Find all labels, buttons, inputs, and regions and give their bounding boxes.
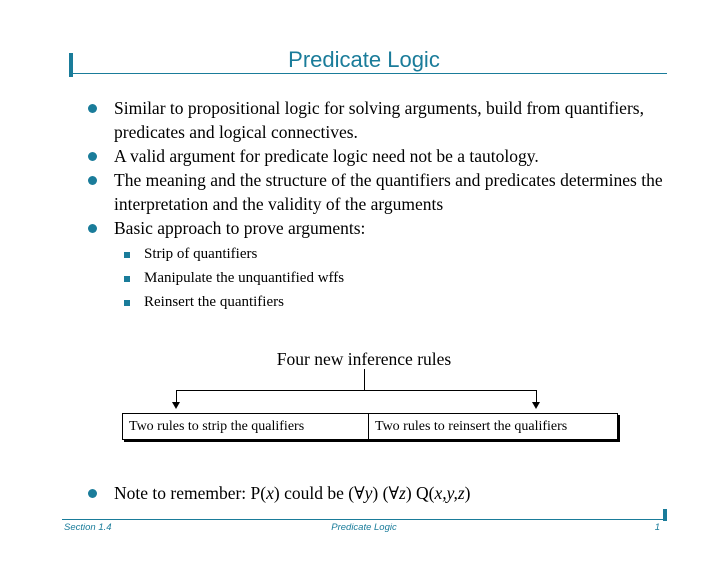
sub-bullet-text: Manipulate the unquantified wffs bbox=[144, 270, 345, 286]
sub-bullet-item bbox=[114, 242, 708, 266]
bullet-text: The meaning and the structure of the quantifiers and predicates determines the interpretation and the validity of the arguments bbox=[114, 170, 663, 214]
footer-section: Section 1.4 bbox=[64, 522, 112, 533]
bullet-text: Similar to propositional logic for solving arguments, build from quantifiers, predicates and logical connectives. bbox=[114, 98, 644, 142]
footer-accent-tick bbox=[663, 509, 667, 521]
sub-bullet-item bbox=[114, 290, 708, 314]
page-number: 1 bbox=[654, 522, 660, 533]
title-divider bbox=[70, 73, 667, 74]
note-mid: ) could be ( bbox=[273, 483, 355, 503]
rules-heading: Four new inference rules bbox=[276, 349, 452, 369]
bullet-item bbox=[88, 144, 708, 168]
arrow-down-icon bbox=[532, 402, 540, 409]
sub-bullet-list bbox=[114, 242, 708, 314]
rules-table bbox=[122, 413, 618, 440]
bullet-dot-icon bbox=[88, 176, 97, 185]
connector-stem bbox=[364, 369, 365, 391]
bullet-item bbox=[88, 96, 708, 144]
connector-bar bbox=[176, 390, 537, 391]
sub-bullet-text: Reinsert the quantifiers bbox=[144, 294, 284, 310]
footer-divider bbox=[62, 519, 666, 520]
bullet-dot-icon bbox=[88, 152, 97, 161]
note-prefix: Note to remember: P( bbox=[114, 483, 267, 503]
forall-symbol: ∀ bbox=[388, 483, 400, 503]
square-bullet-icon bbox=[124, 252, 130, 258]
square-bullet-icon bbox=[124, 300, 130, 306]
note-mid: ) Q( bbox=[405, 483, 435, 503]
note-bullet bbox=[88, 481, 708, 505]
bullet-item bbox=[88, 481, 708, 505]
square-bullet-icon bbox=[124, 276, 130, 282]
note-var-y: y bbox=[364, 483, 373, 503]
bullet-dot-icon bbox=[88, 104, 97, 113]
arrow-down-icon bbox=[172, 402, 180, 409]
note-var-z: z bbox=[399, 483, 406, 503]
note-args: x,y,z bbox=[434, 483, 465, 503]
note-mid: ) ( bbox=[372, 483, 389, 503]
bullet-item bbox=[88, 168, 708, 216]
bullet-list bbox=[88, 96, 708, 314]
forall-symbol: ∀ bbox=[354, 483, 365, 503]
bullet-text: A valid argument for predicate logic need not be a tautology. bbox=[114, 146, 539, 166]
sub-bullet-item bbox=[114, 266, 708, 290]
sub-bullet-text: Strip of quantifiers bbox=[144, 246, 258, 262]
bullet-text: Basic approach to prove arguments: bbox=[114, 218, 366, 238]
bullet-dot-icon bbox=[88, 489, 97, 498]
note-var-x: x bbox=[266, 483, 274, 503]
bullet-item bbox=[88, 216, 708, 240]
rules-reinsert-cell: Two rules to reinsert the qualifiers bbox=[375, 419, 568, 434]
footer-title: Predicate Logic bbox=[331, 522, 397, 533]
bullet-dot-icon bbox=[88, 224, 97, 233]
note-text bbox=[114, 483, 470, 503]
note-suffix: ) bbox=[464, 483, 471, 503]
slide-title: Predicate Logic bbox=[288, 47, 440, 72]
rules-strip-cell: Two rules to strip the qualifiers bbox=[123, 414, 369, 439]
